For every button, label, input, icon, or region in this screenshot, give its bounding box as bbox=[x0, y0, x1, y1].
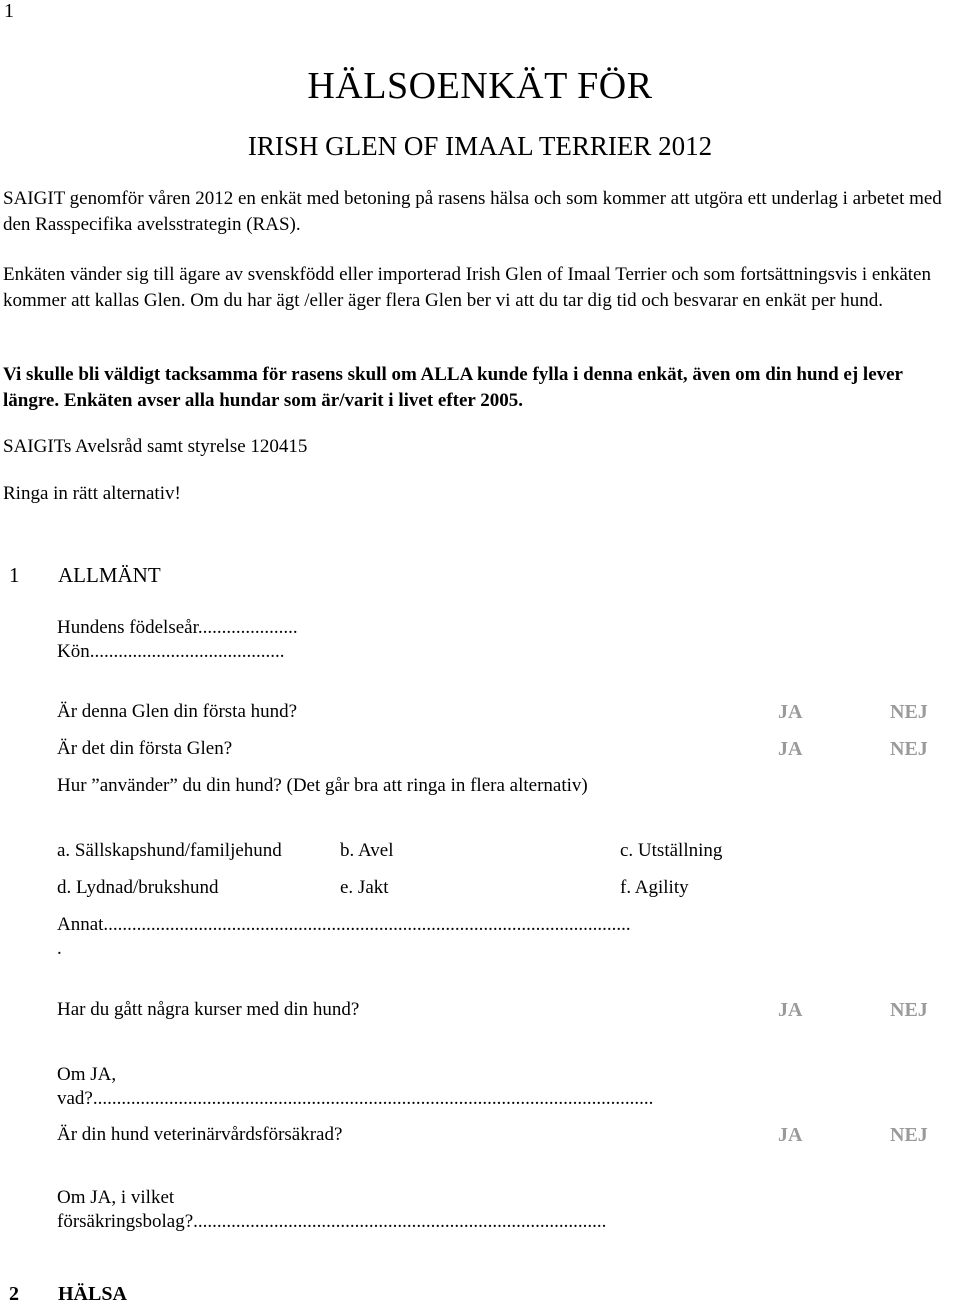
document-title: HÄLSOENKÄT FÖR bbox=[307, 65, 653, 107]
other-field: Annat............................................................................................................... bbox=[57, 914, 631, 935]
if-yes-company-field: försäkringsbolag?....................................................................................... bbox=[57, 1211, 607, 1232]
other-field-continuation: . bbox=[57, 938, 62, 959]
option-e[interactable]: e. Jakt bbox=[340, 877, 389, 898]
answer-no-first-dog[interactable]: NEJ bbox=[890, 701, 928, 723]
answer-yes-insured[interactable]: JA bbox=[778, 1124, 803, 1146]
if-yes-what-field: vad?...................................................................................................................... bbox=[57, 1088, 654, 1109]
birth-year-field: Hundens födelseår..................... bbox=[57, 617, 298, 638]
question-first-dog: Är denna Glen din första hund? bbox=[57, 701, 298, 722]
section-2-title: HÄLSA bbox=[58, 1283, 127, 1305]
question-insured: Är din hund veterinärvårdsförsäkrad? bbox=[57, 1124, 343, 1145]
instruction: Ringa in rätt alternativ! bbox=[3, 483, 181, 504]
if-yes-company-label: Om JA, i vilket bbox=[57, 1187, 175, 1208]
if-yes-what-label: Om JA, bbox=[57, 1064, 117, 1085]
section-1-title: ALLMÄNT bbox=[58, 563, 161, 587]
question-first-glen: Är det din första Glen? bbox=[57, 738, 233, 759]
answer-yes-first-dog[interactable]: JA bbox=[778, 701, 803, 723]
section-1-number: 1 bbox=[9, 563, 20, 587]
signature: SAIGITs Avelsråd samt styrelse 120415 bbox=[3, 436, 308, 457]
option-f[interactable]: f. Agility bbox=[620, 877, 689, 898]
question-usage: Hur ”använder” du din hund? (Det går bra att ringa in flera alternativ) bbox=[57, 775, 588, 796]
option-a[interactable]: a. Sällskapshund/familjehund bbox=[57, 840, 282, 861]
answer-yes-first-glen[interactable]: JA bbox=[778, 738, 803, 760]
intro-paragraph-3: Vi skulle bli väldigt tacksamma för rasens skull om ALLA kunde fylla i denna enkät, även om din hund ej lever längre. Enkäten avser alla hundar som är/varit i livet efter 2005. bbox=[3, 364, 903, 411]
answer-no-first-glen[interactable]: NEJ bbox=[890, 738, 928, 760]
sex-field: Kön......................................... bbox=[57, 641, 285, 662]
option-d[interactable]: d. Lydnad/brukshund bbox=[57, 877, 219, 898]
answer-yes-courses[interactable]: JA bbox=[778, 999, 803, 1021]
intro-paragraph-2: Enkäten vänder sig till ägare av svenskfödd eller importerad Irish Glen of Imaal Terrier och som fortsättningsvis i enkäten kommer att kallas Glen. Om du har ägt /eller äger flera Glen ber vi att du tar dig tid och besvarar en enkät per hund. bbox=[3, 264, 931, 311]
section-2-number: 2 bbox=[9, 1283, 19, 1305]
option-b[interactable]: b. Avel bbox=[340, 840, 394, 861]
answer-no-courses[interactable]: NEJ bbox=[890, 999, 928, 1021]
option-c[interactable]: c. Utställning bbox=[620, 840, 723, 861]
question-courses: Har du gått några kurser med din hund? bbox=[57, 999, 360, 1020]
intro-paragraph-1: SAIGIT genomför våren 2012 en enkät med betoning på rasens hälsa och som kommer att utgöra ett underlag i arbetet med den Rasspecifika avelsstrategin (RAS). bbox=[3, 188, 942, 235]
document-subtitle: IRISH GLEN OF IMAAL TERRIER 2012 bbox=[247, 131, 713, 161]
answer-no-insured[interactable]: NEJ bbox=[890, 1124, 928, 1146]
page-number: 1 bbox=[4, 0, 14, 22]
